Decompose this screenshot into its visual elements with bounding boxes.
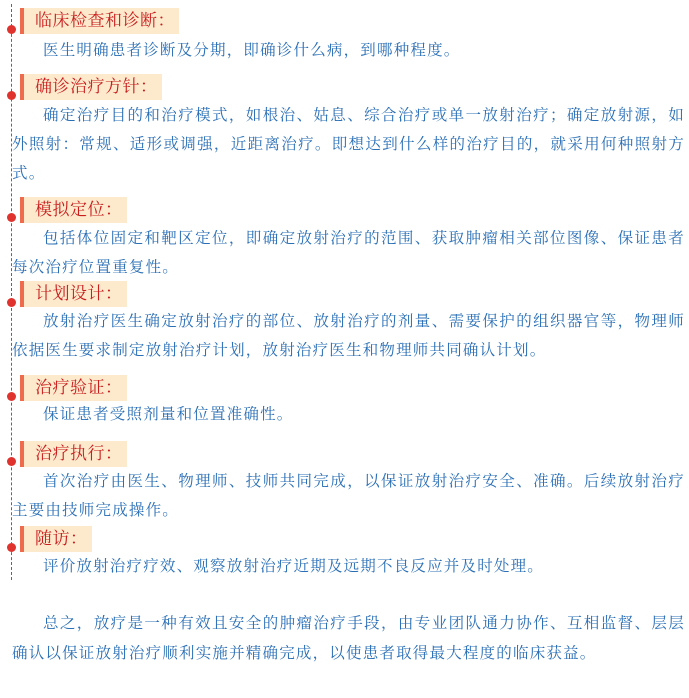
step-title-bar <box>20 441 127 467</box>
timeline-dot <box>7 543 16 552</box>
step-title: 临床检查和诊断： <box>35 11 175 31</box>
step-description: 首次治疗由医生、物理师、技师共同完成，以保证放射治疗安全、准确。后续放射治疗主要由技师完成操作。 <box>12 472 685 519</box>
step-title-bar <box>20 281 127 307</box>
summary-paragraph: 总之，放疗是一种有效且安全的肿瘤治疗手段，由专业团队通力协作、互相监督、层层确认以保证放射治疗顺利实施并精确完成，以使患者取得最大程度的临床获益。 <box>12 614 685 662</box>
step-title-bar <box>20 8 179 34</box>
step-title-bar <box>20 526 92 552</box>
step-title: 随访： <box>35 529 88 549</box>
step-title: 计划设计： <box>35 284 123 304</box>
timeline-dot <box>7 213 16 222</box>
step-title-bar <box>20 74 162 100</box>
step-description: 医生明确患者诊断及分期，即确诊什么病，到哪种程度。 <box>43 41 461 59</box>
step-title-bar <box>20 197 127 223</box>
step-title: 治疗执行： <box>35 444 123 464</box>
step-title-bar <box>20 375 127 401</box>
timeline-dot <box>7 91 16 100</box>
step-description: 确定治疗目的和治疗模式，如根治、姑息、综合治疗或单一放射治疗；确定放射源，如外照射：常规、适形或调强，近距离治疗。即想达到什么样的治疗目的，就采用何种照射方式。 <box>12 106 685 182</box>
step-title: 治疗验证： <box>35 378 123 398</box>
timeline-dot <box>7 298 16 307</box>
step-description: 包括体位固定和靶区定位，即确定放射治疗的范围、获取肿瘤相关部位图像、保证患者每次治疗位置重复性。 <box>12 229 685 276</box>
step-description: 评价放射治疗疗效、观察放射治疗近期及远期不良反应并及时处理。 <box>43 557 545 575</box>
step-description: 放射治疗医生确定放射治疗的部位、放射治疗的剂量、需要保护的组织器官等，物理师依据医生要求制定放射治疗计划，放射治疗医生和物理师共同确认计划。 <box>12 312 685 359</box>
timeline-dot <box>7 25 16 34</box>
timeline-dot <box>7 457 16 466</box>
step-title: 确诊治疗方针： <box>35 77 158 97</box>
step-title: 模拟定位： <box>35 200 123 220</box>
step-description: 保证患者受照剂量和位置准确性。 <box>43 405 294 423</box>
